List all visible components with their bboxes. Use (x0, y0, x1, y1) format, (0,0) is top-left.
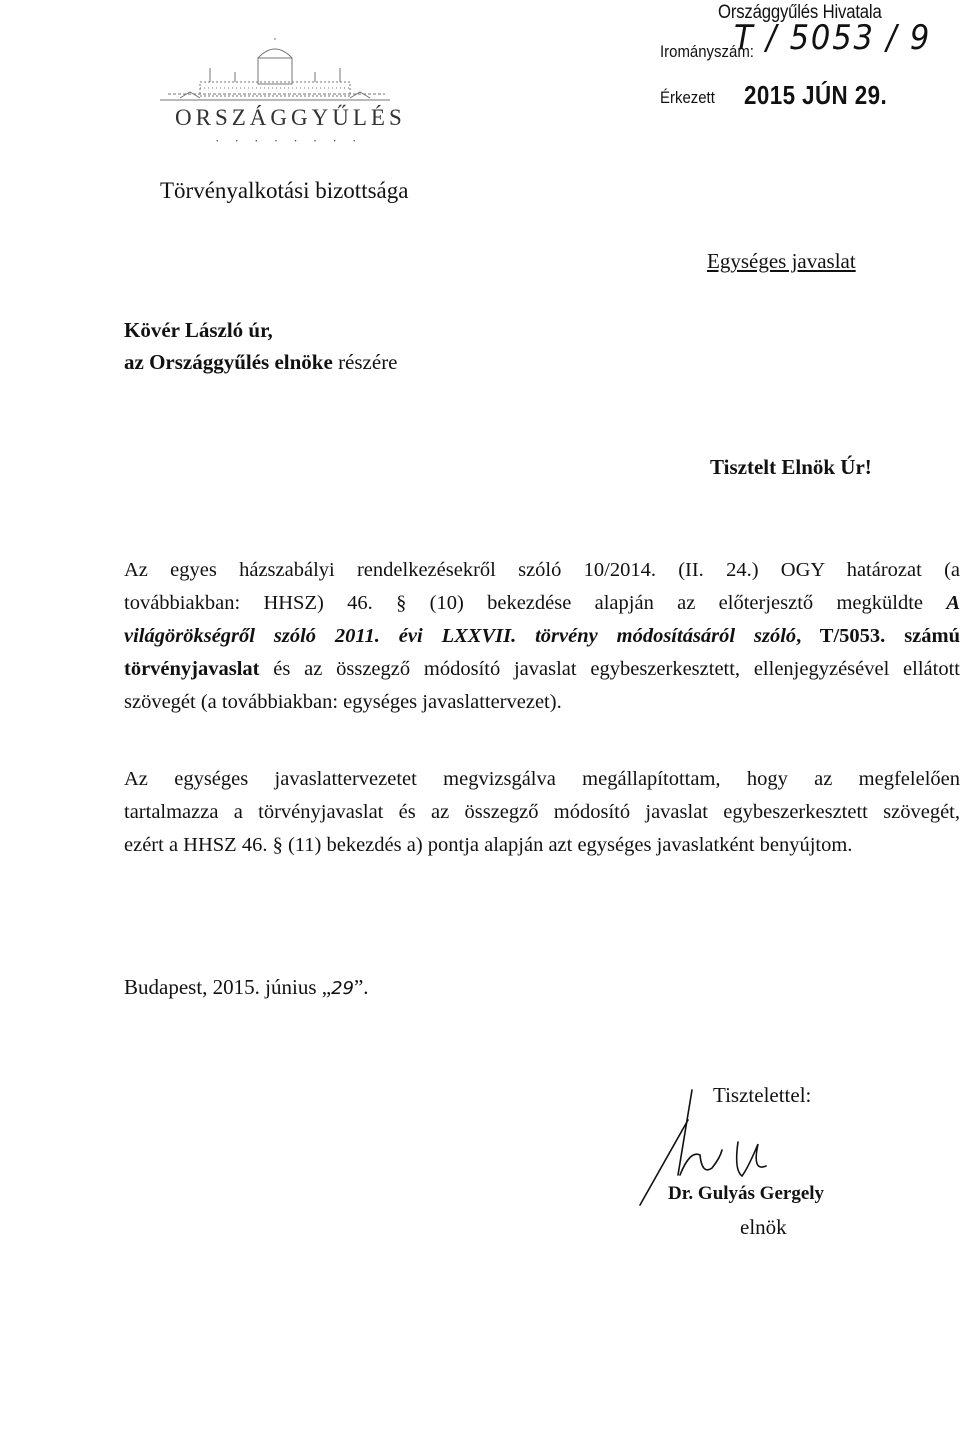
place-and-date (124, 975, 369, 1000)
committee-name: Törvényalkotási bizottsága (160, 178, 409, 203)
paragraph-line: Az egyes házszabályi rendelkezésekről szóló 10/2014. (II. 24.) OGY határozat (a (124, 559, 960, 581)
bill-number: , T/5053. (796, 625, 886, 647)
logo-lettering: ORSZÁGGYŰLÉS (175, 105, 406, 130)
document-title: Egységes javaslat (707, 249, 856, 273)
bill-number-suffix: számú (885, 625, 960, 647)
text-run: továbbiakban: HHSZ) 46. § (10) bekezdése alapján az előterjesztő megküldte (124, 592, 947, 614)
text-run: és az összegző módosító javaslat egybeszerkesztett, ellenjegyzésével ellátott (259, 658, 960, 680)
stamp-received-date: 2015 JÚN 29. (744, 80, 888, 110)
addressee-title (124, 350, 398, 375)
addressee-name: Kövér László úr, (124, 318, 273, 342)
law-title: világörökségről szóló 2011. évi LXXVII. törvény módosításáról szóló (124, 625, 797, 647)
body-paragraph-1 (124, 554, 960, 719)
paragraph-line (124, 587, 960, 620)
place-date-text: Budapest, 2015. június „ (124, 975, 332, 999)
logo-dots: · · · · · · · · (215, 133, 363, 148)
stamp-office-name: Országgyűlés Hivatala (718, 2, 882, 23)
addressee-title-bold: az Országgyűlés elnöke (124, 350, 333, 374)
paragraph-line: tartalmazza a törvényjavaslat és az összegző módosító javaslat egybeszerkesztett szövegét, (124, 801, 960, 823)
handwritten-day: 29 (331, 978, 354, 999)
bill-word: törvényjavaslat (124, 658, 260, 680)
stamp-registry-label: Irományszám: (660, 42, 754, 61)
signer-role: elnök (740, 1215, 787, 1239)
paragraph-line: szövegét (a továbbiakban: egységes javaslattervezet). (124, 691, 562, 713)
paragraph-line (124, 620, 960, 653)
regards: Tisztelettel: (713, 1083, 812, 1107)
law-title-start: A (946, 592, 960, 614)
parliament-logo (140, 38, 410, 148)
body-paragraph-2 (124, 763, 960, 862)
salutation: Tisztelt Elnök Úr! (710, 455, 872, 479)
date-close-quote: ”. (353, 975, 369, 999)
paragraph-line (124, 653, 960, 686)
stamp-registry-number: T / 5053 / 9 (734, 18, 932, 58)
signer-name: Dr. Gulyás Gergely (668, 1183, 825, 1204)
stamp-received-label: Érkezett (660, 88, 715, 107)
addressee-title-rest: részére (332, 350, 398, 374)
paragraph-line: Az egységes javaslattervezetet megvizsgálva megállapítottam, hogy az megfelelően (124, 768, 960, 790)
paragraph-line: ezért a HHSZ 46. § (11) bekezdés a) pontja alapján azt egységes javaslatként benyújtom. (124, 834, 853, 856)
